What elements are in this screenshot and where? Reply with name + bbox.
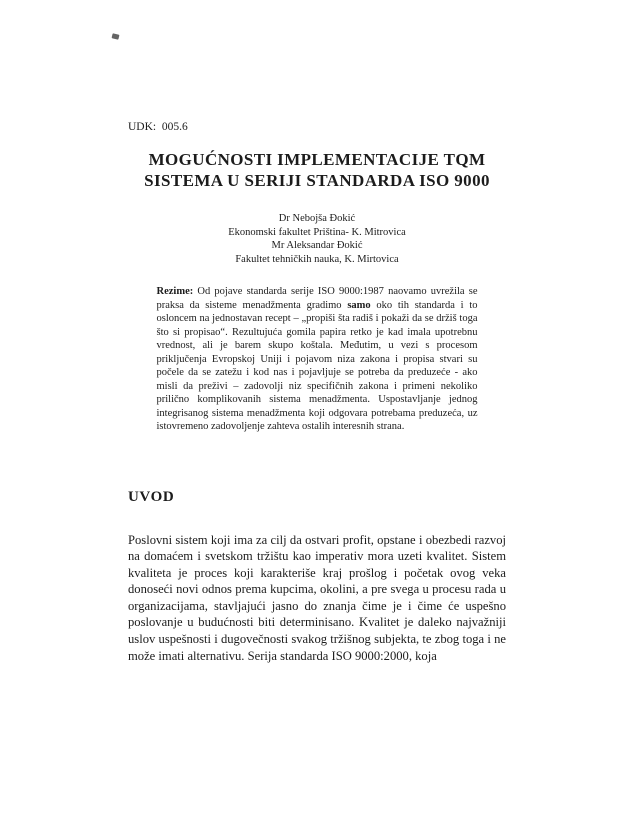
section-heading-uvod: UVOD xyxy=(128,488,175,505)
abstract-label: Rezime: xyxy=(156,286,194,297)
author-1-name: Dr Nebojša Đokić xyxy=(278,213,356,224)
author-1-affiliation: Ekonomski fakultet Priština- K. Mitrovica xyxy=(228,226,406,238)
paper-title-line-2: SISTEMA U SERIJI STANDARDA ISO 9000 xyxy=(144,171,490,190)
paper-title xyxy=(97,149,537,191)
authors-block xyxy=(128,212,506,266)
author-2-affiliation: Fakultet tehničkih nauka, K. Mirtovica xyxy=(235,253,399,265)
abstract-text-1: Od pojave standarda serije ISO 9000:1987 naovamo uvrežila se praksa da sisteme menadžmenta gradimo xyxy=(156,286,478,311)
abstract xyxy=(157,285,478,434)
uvod-paragraph: Poslovni sistem koji ima za cilj da ostvari profit, opstane i obezbedi razvoj na domaćem i svetskom tržištu kao imperativ mora uzeti kvalitet. Sistem kvaliteta je proces koji karakteriše kraj prošlog i početak ovog veka donoseći novi odnos prema kupcima, okolini, a pre svega u procesu rada u organizacijama, stavljajući jasno do znanja čime je i čime će uspešno poslovanje u budućnosti biti determinisano. Kvalitet je daleko najvažniji uslov uspešnosti i dugovečnosti svakog tržišnog subjekta, te zbog toga i ne može imati alternativu. Serija standarda ISO 9000:2000, koja xyxy=(128,532,506,663)
page-content xyxy=(128,121,506,664)
paper-title-line-1: MOGUĆNOSTI IMPLEMENTACIJE TQM xyxy=(148,150,486,169)
scan-artifact xyxy=(111,33,119,40)
abstract-text-2: oko tih standarda i to osloncem na jednostavan recept – „propiši šta radiš i pokaži da se držiš toga što si propisao“. Rezultujuća gomila papira retko je kad imala upotrebnu vrednost, ali je barem skupo koštala. Međutim, u vezi s procesom priključenja Evropskoj Uniji i pojavom niza zakona i propisa stvari su počele da se zatežu i kod nas i pojavljuje se potreba da preduzeće - ako misli da preživi – zadovolji niz specifičnih zakona i primeni nekoliko prilično komplikovanih sistema menadžmenta. Uspostavljanje jednog integrisanog sistema menadžmenta koji odgovara potrebama preduzeća, uz istovremeno zadovoljenje zahteva ostalih interesnih strana. xyxy=(156,299,478,432)
author-2-name: Mr Aleksandar Đokić xyxy=(271,240,363,251)
udk-number: UDK: 005.6 xyxy=(128,121,188,133)
abstract-bold-word: samo xyxy=(347,299,371,311)
